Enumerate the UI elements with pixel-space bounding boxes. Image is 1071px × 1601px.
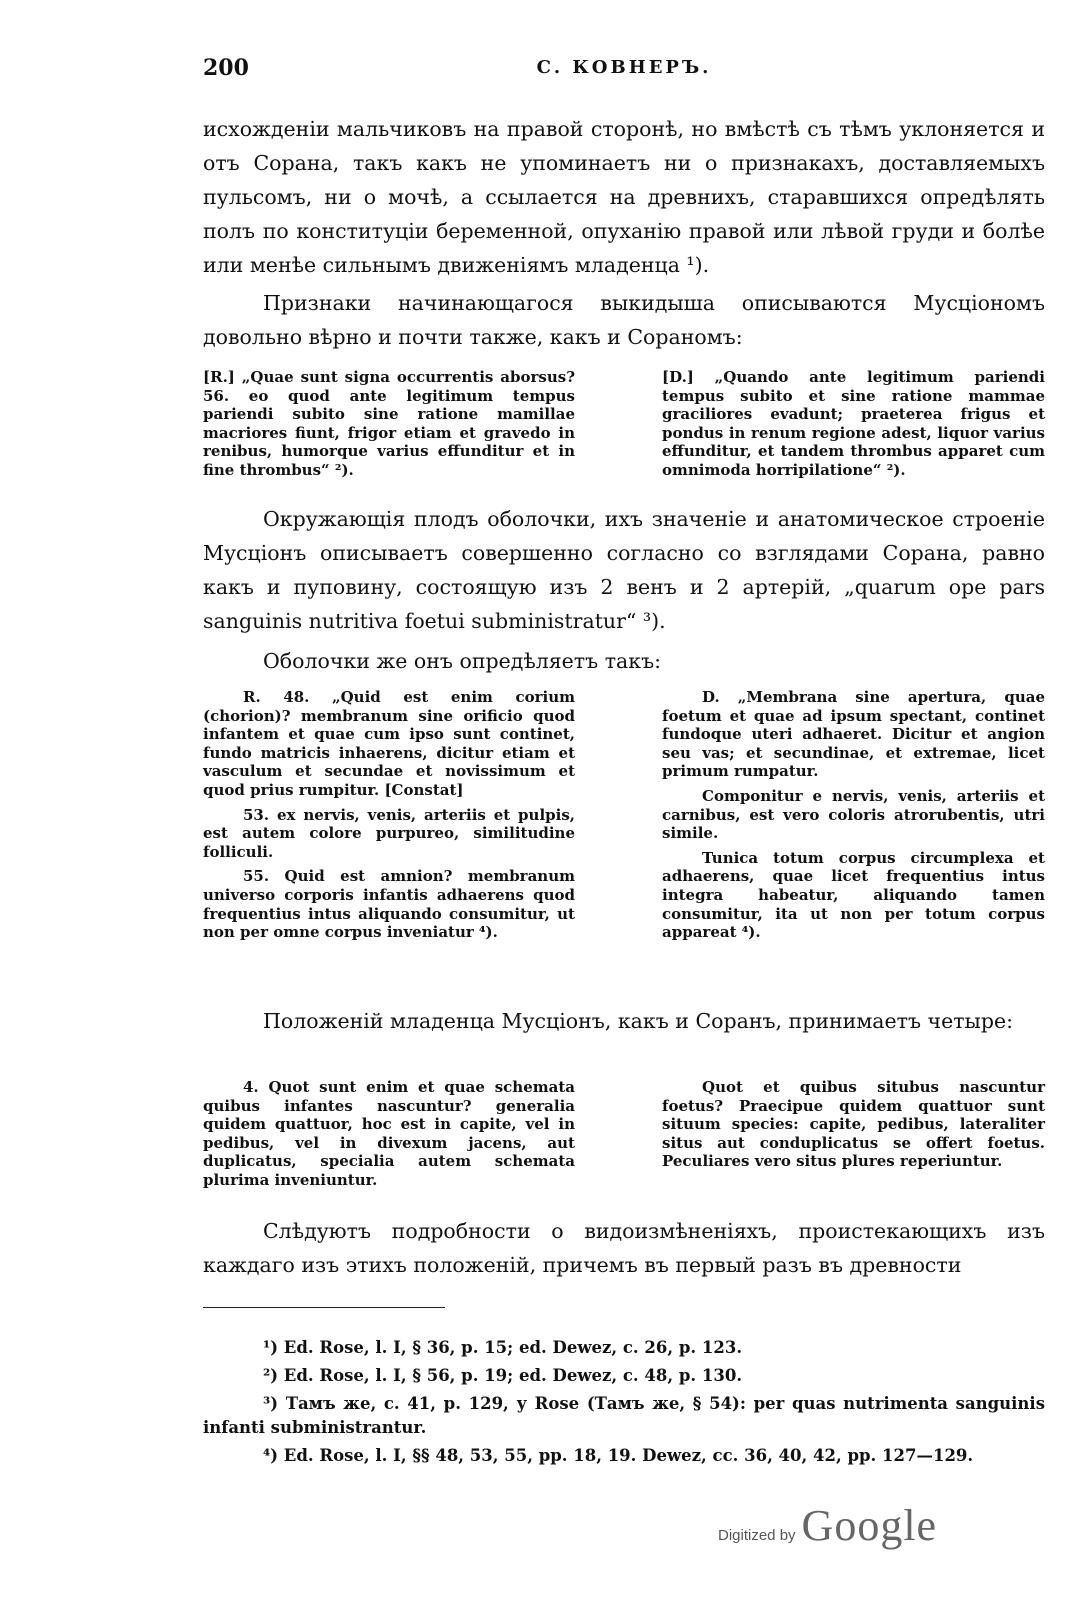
latin-text: [R.] „Quae sunt signa occurrentis aborsus? 56. eo quod ante legitimum tempus pariendi subito sine ratione mamillae macriores fiunt, frigor etiam et gravedo in renibus, humorque varius effunditur et in fine thrombus“ ²). bbox=[203, 368, 575, 479]
google-logo: Google bbox=[801, 1501, 938, 1550]
latin-block-3-right bbox=[662, 1078, 1045, 1177]
footnote-3: ³) Тамъ же, c. 41, p. 129, у Rose (Тамъ же, § 54): per quas nutrimenta sanguinis infanti subministrantur. bbox=[203, 1394, 1045, 1437]
latin-text: 4. Quot sunt enim et quae schemata quibus infantes nascuntur? generalia quidem quattuor, hoc est in capite, vel in pedibus, vel in divexum jacens, aut duplicatus, specialia autem schemata plurima inveniuntur. bbox=[203, 1078, 575, 1189]
footnotes bbox=[203, 1336, 1045, 1468]
latin-text: Tunica totum corpus circumplexa et adhaerens, quae licet frequentius intus integra habeatur, aliquando tamen consumitur, ita ut non per totum corpus appareat ⁴). bbox=[662, 848, 1045, 942]
latin-text: R. 48. „Quid est enim corium (chorion)? membranum sine orificio quod infantem et quae cum ipso sunt continet, fundo matricis inhaerens, dicitur etiam et vasculum et secundae et novissimum et quod prius rumpitur. [Constat] bbox=[203, 688, 575, 799]
paragraph-4: Оболочки же онъ опредѣляетъ такъ: bbox=[263, 649, 662, 673]
latin-block-2-left bbox=[203, 688, 575, 948]
latin-block-1-right bbox=[662, 368, 1045, 486]
paragraph-3: Окружающiя плодъ оболочки, ихъ значенiе и анатомическое строенiе Мусцiонъ описываетъ совершенно согласно со взглядами Сорана, равно какъ и пуповину, состоящую изъ 2 венъ и 2 артерiй, „quarum ope pars sanguinis nutritiva foetui subministratur“ ³). bbox=[203, 507, 1045, 633]
footnote-2: ²) Ed. Rose, l. I, § 56, p. 19; ed. Dewez, c. 48, p. 130. bbox=[263, 1366, 743, 1385]
watermark-prefix: Digitized by bbox=[718, 1527, 796, 1544]
latin-text: 55. Quid est amnion? membranum universo corporis infantis adhaerens quod frequentius intus aliquando consumitur, ut non per omne corpus inveniatur ⁴). bbox=[203, 867, 575, 942]
latin-block-3-left bbox=[203, 1078, 575, 1196]
running-head: С. КОВНЕРЪ. bbox=[536, 57, 712, 78]
footnote-1: ¹) Ed. Rose, l. I, § 36, p. 15; ed. Dewez, c. 26, p. 123. bbox=[263, 1338, 743, 1357]
digitized-watermark bbox=[718, 1500, 937, 1551]
latin-text: Componitur e nervis, venis, arteriis et carnibus, est vero coloris atrorubentis, utri simile. bbox=[662, 786, 1045, 843]
latin-block-2-right bbox=[662, 688, 1045, 948]
latin-text: D. „Membrana sine apertura, quae foetum et quae ad ipsum spectant, continet fundoque uteri adhaeret. Dicitur et angion seu vas; et secundinae, et extremae, licet primum rumpatur. bbox=[662, 688, 1045, 781]
footnote-rule bbox=[203, 1307, 445, 1308]
latin-text: [D.] „Quando ante legitimum pariendi tempus subito et sine ratione mammae graciliores evadunt; praeterea frigus et pondus in renum regione adest, liquor varius effunditur, et tandem thrombus apparet cum omnimoda horripilatione“ ²). bbox=[662, 368, 1045, 479]
latin-text: 53. ex nervis, venis, arteriis et pulpis, est autem colore purpureo, similitudine folliculi. bbox=[203, 805, 575, 861]
latin-block-1-left bbox=[203, 368, 575, 486]
latin-text: Quot et quibus situbus nascuntur foetus? Praecipue quidem quattuor sunt situum species: capite, pedibus, lateraliter situs aut conduplicatus se offert foetus. Peculiares vero situs plures reperiuntur. bbox=[662, 1078, 1045, 1171]
paragraph-6: Слѣдуютъ подробности о видоизмѣненiяхъ, проистекающихъ изъ каждаго изъ этихъ положенiй, причемъ въ первый разъ въ древности bbox=[203, 1219, 1045, 1277]
paragraph-2: Признаки начинающагося выкидыша описываются Мусцiономъ довольно вѣрно и почти также, какъ и Сораномъ: bbox=[203, 291, 1045, 349]
page-number: 200 bbox=[203, 55, 249, 81]
page-header bbox=[203, 55, 1045, 89]
footnote-4: ⁴) Ed. Rose, l. I, §§ 48, 53, 55, pp. 18, 19. Dewez, cc. 36, 40, 42, pp. 127—129. bbox=[263, 1446, 974, 1465]
paragraph-1: исхожденiи мальчиковъ на правой сторонѣ, но вмѣстѣ съ тѣмъ уклоняется и отъ Сорана, такъ какъ не упоминаетъ ни о признакахъ, доставляемыхъ пульсомъ, ни о мочѣ, а ссылается на древнихъ, старавшихся опредѣлять полъ по конституцiи беременной, опуханiю правой или лѣвой груди и болѣе или менѣе сильнымъ движенiямъ младенца ¹). bbox=[203, 117, 1045, 277]
paragraph-5: Положенiй младенца Мусцiонъ, какъ и Соранъ, принимаетъ четыре: bbox=[263, 1009, 1014, 1033]
